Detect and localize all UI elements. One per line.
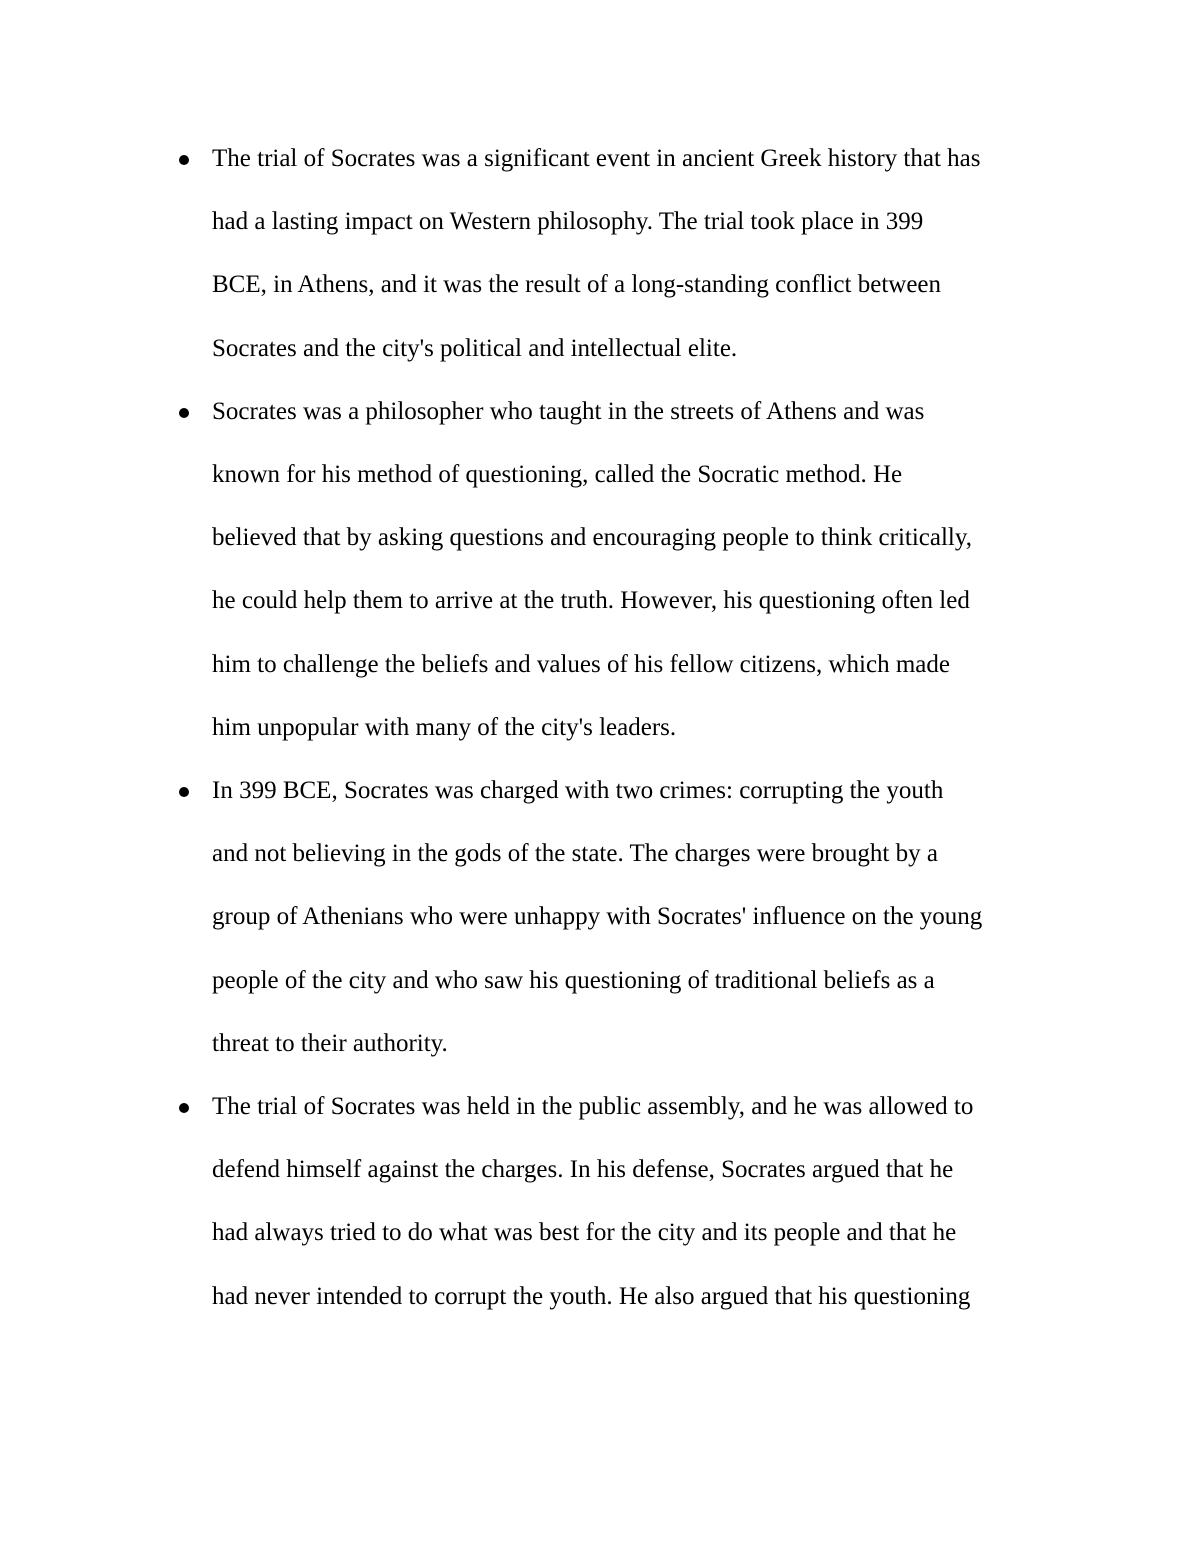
paragraph-line: believed that by asking questions and encouraging people to think critically, xyxy=(212,524,972,551)
bullet-dot-icon xyxy=(179,787,189,797)
paragraph-line: Socrates was a philosopher who taught in the streets of Athens and was xyxy=(212,398,925,425)
paragraph-line: had always tried to do what was best for the city and its people and that he xyxy=(212,1219,957,1246)
paragraph-line: him unpopular with many of the city's leaders. xyxy=(212,714,677,741)
paragraph-line: The trial of Socrates was held in the public assembly, and he was allowed to xyxy=(212,1093,974,1120)
paragraph-line: had never intended to corrupt the youth. He also argued that his questioning xyxy=(212,1283,971,1310)
bullet-dot-icon xyxy=(179,1103,189,1113)
bullet-dot-icon xyxy=(179,408,189,418)
bullet-dot-icon xyxy=(179,155,189,165)
paragraph-line: him to challenge the beliefs and values of his fellow citizens, which made xyxy=(212,651,950,678)
paragraph-line: known for his method of questioning, called the Socratic method. He xyxy=(212,461,903,488)
paragraph-line: group of Athenians who were unhappy with Socrates' influence on the young xyxy=(212,903,983,930)
paragraph-line: and not believing in the gods of the state. The charges were brought by a xyxy=(212,840,938,867)
paragraph-line: BCE, in Athens, and it was the result of a long-standing conflict between xyxy=(212,271,942,298)
paragraph-line: In 399 BCE, Socrates was charged with two crimes: corrupting the youth xyxy=(212,777,944,804)
paragraph-line: threat to their authority. xyxy=(212,1030,448,1057)
paragraph-line: The trial of Socrates was a significant event in ancient Greek history that has xyxy=(212,145,981,172)
paragraph-line: Socrates and the city's political and intellectual elite. xyxy=(212,335,738,362)
paragraph-line: he could help them to arrive at the truth. However, his questioning often led xyxy=(212,587,970,614)
paragraph-line: people of the city and who saw his questioning of traditional beliefs as a xyxy=(212,967,935,994)
paragraph-line: had a lasting impact on Western philosophy. The trial took place in 399 xyxy=(212,208,924,235)
paragraph-line: defend himself against the charges. In his defense, Socrates argued that he xyxy=(212,1156,954,1183)
